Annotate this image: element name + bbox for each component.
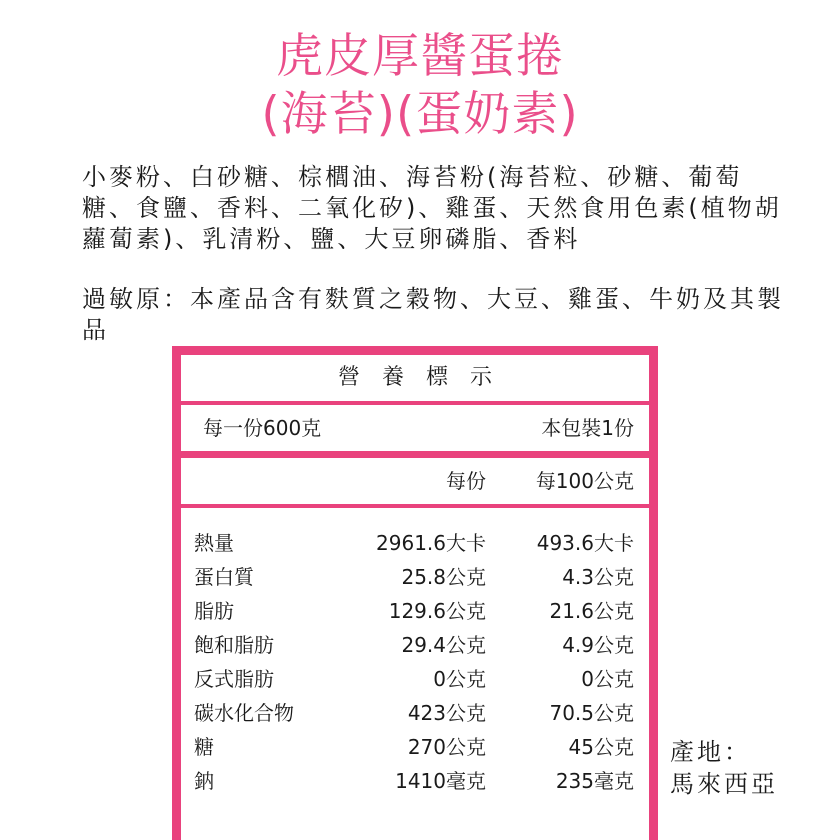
nutrition-heading-box xyxy=(181,355,649,401)
nutrient-name: 脂肪 xyxy=(194,599,234,623)
nutrient-per-serving: 2961.6大卡 xyxy=(376,531,486,555)
serving-size: 每一份600克 xyxy=(203,416,322,440)
column-header-per-100g: 每100公克 xyxy=(535,469,634,493)
column-header-box xyxy=(181,458,649,504)
nutrient-per-100g: 4.9公克 xyxy=(562,633,634,657)
ingredients-text: 小麥粉、白砂糖、棕櫚油、海苔粉(海苔粒、砂糖、葡萄糖、食鹽、香料、二氧化矽)、雞蛋、天然食用色素(植物胡蘿蔔素)、乳清粉、鹽、大豆卵磷脂、香料 xyxy=(82,163,782,253)
nutrient-name: 糖 xyxy=(194,735,214,759)
nutrition-row-saturated-fat xyxy=(181,628,649,662)
nutrition-row-sugar xyxy=(181,730,649,764)
nutrient-name: 飽和脂肪 xyxy=(194,633,274,657)
nutrition-row-trans-fat xyxy=(181,662,649,696)
nutrient-name: 蛋白質 xyxy=(194,565,254,589)
nutrient-name: 熱量 xyxy=(194,531,234,555)
nutrient-per-serving: 129.6公克 xyxy=(388,599,486,623)
product-subtitle: (海苔)(蛋奶素) xyxy=(261,87,579,142)
nutrient-per-100g: 4.3公克 xyxy=(562,565,634,589)
nutrition-values-box xyxy=(181,508,649,840)
column-header-per-serving: 每份 xyxy=(446,469,486,493)
nutrition-row-protein xyxy=(181,560,649,594)
nutrient-per-100g: 0公克 xyxy=(581,667,634,691)
nutrient-per-100g: 70.5公克 xyxy=(549,701,634,725)
nutrition-row-carbohydrate xyxy=(181,696,649,730)
origin-label: 產地： xyxy=(670,738,751,766)
nutrient-per-100g: 235毫克 xyxy=(555,769,634,793)
nutrition-label xyxy=(172,346,658,840)
nutrition-row-sodium xyxy=(181,764,649,798)
nutrient-name: 碳水化合物 xyxy=(194,701,294,725)
nutrient-name: 反式脂肪 xyxy=(194,667,274,691)
nutrient-name: 鈉 xyxy=(194,769,214,793)
allergen-text: 過敏原：本產品含有麩質之穀物、大豆、雞蛋、牛奶及其製品 xyxy=(82,285,784,344)
nutrient-per-serving: 1410毫克 xyxy=(395,769,486,793)
nutrition-heading: 營 養 標 示 xyxy=(337,365,492,390)
nutrient-per-serving: 25.8公克 xyxy=(401,565,486,589)
servings-per-pack: 本包裝1份 xyxy=(541,416,634,440)
product-title: 虎皮厚醬蛋捲 xyxy=(276,29,564,84)
nutrient-per-serving: 423公克 xyxy=(407,701,486,725)
origin-value: 馬來西亞 xyxy=(670,770,778,798)
nutrient-per-100g: 21.6公克 xyxy=(549,599,634,623)
nutrient-per-serving: 0公克 xyxy=(433,667,486,691)
nutrient-per-serving: 270公克 xyxy=(407,735,486,759)
nutrient-per-100g: 493.6大卡 xyxy=(536,531,634,555)
serving-info-box xyxy=(181,405,649,451)
nutrition-rows xyxy=(181,526,649,798)
nutrition-row-fat xyxy=(181,594,649,628)
nutrient-per-serving: 29.4公克 xyxy=(401,633,486,657)
nutrient-per-100g: 45公克 xyxy=(568,735,634,759)
nutrition-row-energy xyxy=(181,526,649,560)
